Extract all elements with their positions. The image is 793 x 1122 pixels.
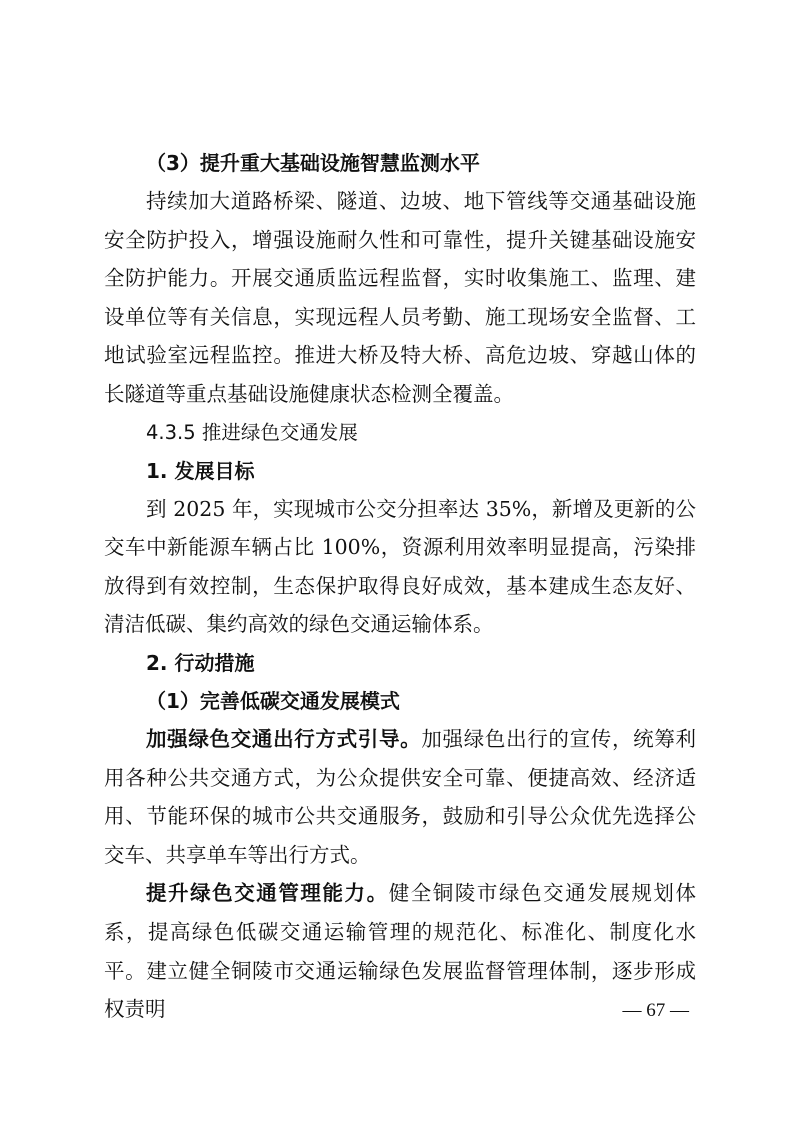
paragraph-green-travel xyxy=(104,720,696,874)
heading-action-measures: 2. 行动措施 xyxy=(146,650,255,675)
heading-development-goal: 1. 发展目标 xyxy=(146,458,255,483)
page-number: — 67 — xyxy=(622,1000,689,1021)
paragraph-lead-green-management: 提升绿色交通管理能力。 xyxy=(146,881,389,906)
paragraph-body-green-management: 健全铜陵市绿色交通发展规划体系，提高绿色低碳交通运输管理的规范化、标准化、制度化水平。建立健全铜陵市交通运输绿色发展监督管理体制，逐步形成权责明 xyxy=(104,881,696,1022)
subsection-heading-monitoring: （3）提升重大基础设施智慧监测水平 xyxy=(146,151,480,175)
paragraph-body-green-travel: 加强绿色出行的宣传，统筹利用各种公共交通方式，为公众提供安全可靠、便捷高效、经济适用、节能环保的城市公共交通服务，鼓励和引导公众优先选择公交车、共享单车等出行方式。 xyxy=(104,726,697,867)
subsection-heading-low-carbon: （1）完善低碳交通发展模式 xyxy=(146,688,400,713)
paragraph-green-management xyxy=(104,874,696,1028)
page-content xyxy=(104,144,696,1029)
paragraph-development-goal: 到 2025 年，实现城市公交分担率达 35%，新增及更新的公交车中新能源车辆占比 100%，资源利用效率明显提高，污染排放得到有效控制，生态保护取得良好成效，基本建成生态友好、清洁低碳、集约高效的绿色交通运输体系。 xyxy=(104,496,696,637)
paragraph-lead-green-travel: 加强绿色交通出行方式引导。 xyxy=(146,726,422,751)
paragraph-monitoring: 持续加大道路桥梁、隧道、边坡、地下管线等交通基础设施安全防护投入，增强设施耐久性和可靠性，提升关键基础设施安全防护能力。开展交通质监远程监督，实时收集施工、监理、建设单位等有关信息，实现远程人员考勤、施工现场安全监督、工地试验室远程监控。推进大桥及特大桥、高危边坡、穿越山体的长隧道等重点基础设施健康状态检测全覆盖。 xyxy=(104,189,696,406)
section-heading-4-3-5: 4.3.5 推进绿色交通发展 xyxy=(146,420,358,444)
